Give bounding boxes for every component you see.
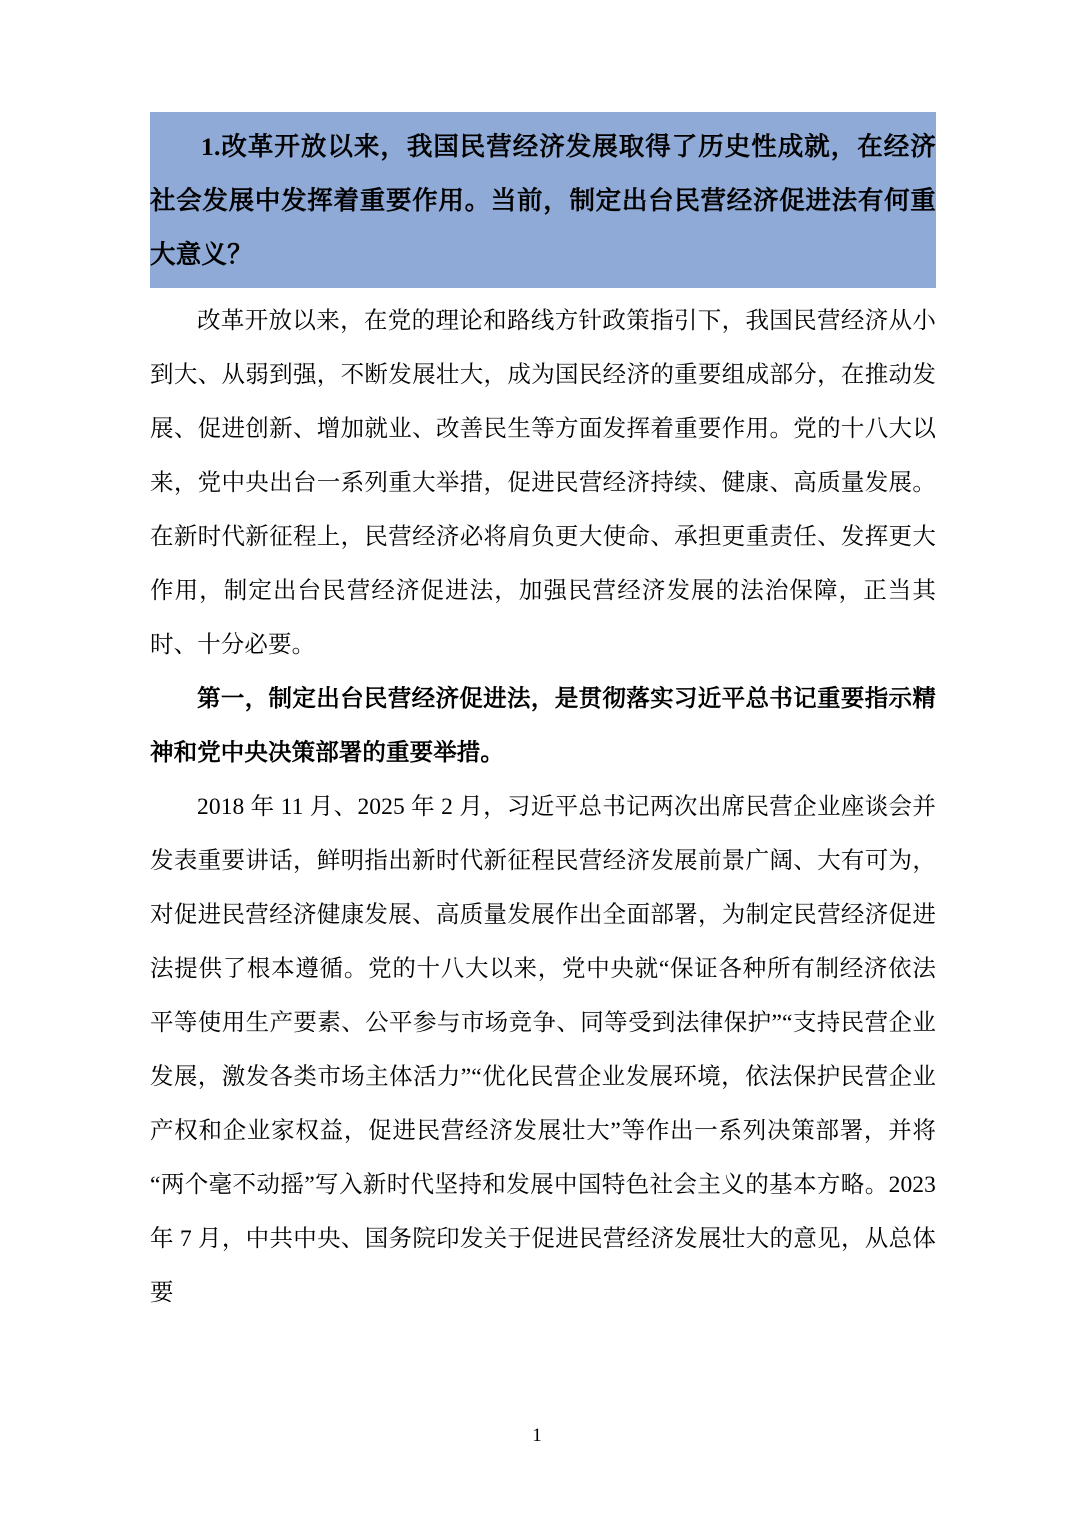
paragraph-3: 2018 年 11 月、2025 年 2 月，习近平总书记两次出席民营企业座谈会并发表重要讲话，鲜明指出新时代新征程民营经济发展前景广阔、大有可为，对促进民营经济健康发展、高质量发展作出全面部署，为制定民营经济促进法提供了根本遵循。党的十八大以来，党中央就“保证各种所有制经济依法平等使用生产要素、公平参与市场竞争、同等受到法律保护”“支持民营企业发展，激发各类市场主体活力”“优化民营企业发展环境，依法保护民营企业产权和企业家权益，促进民营经济发展壮大”等作出一系列决策部署，并将“两个毫不动摇”写入新时代坚持和发展中国特色社会主义的基本方略。2023 年 7 月，中共中央、国务院印发关于促进民营经济发展壮大的意见，从总体要 (150, 794, 936, 1306)
document-body (150, 112, 936, 1320)
section-heading: 1.改革开放以来，我国民营经济发展取得了历史性成就，在经济社会发展中发挥着重要作用。当前，制定出台民营经济促进法有何重大意义？ (150, 112, 936, 288)
paragraph-2-subheading: 第一，制定出台民营经济促进法，是贯彻落实习近平总书记重要指示精神和党中央决策部署的重要举措。 (150, 686, 936, 766)
page-number: 1 (532, 1425, 542, 1446)
paragraph-1: 改革开放以来，在党的理论和路线方针政策指引下，我国民营经济从小到大、从弱到强，不断发展壮大，成为国民经济的重要组成部分，在推动发展、促进创新、增加就业、改善民生等方面发挥着重要作用。党的十八大以来，党中央出台一系列重大举措，促进民营经济持续、健康、高质量发展。在新时代新征程上，民营经济必将肩负更大使命、承担更重责任、发挥更大作用，制定出台民营经济促进法，加强民营经济发展的法治保障，正当其时、十分必要。 (150, 308, 936, 658)
